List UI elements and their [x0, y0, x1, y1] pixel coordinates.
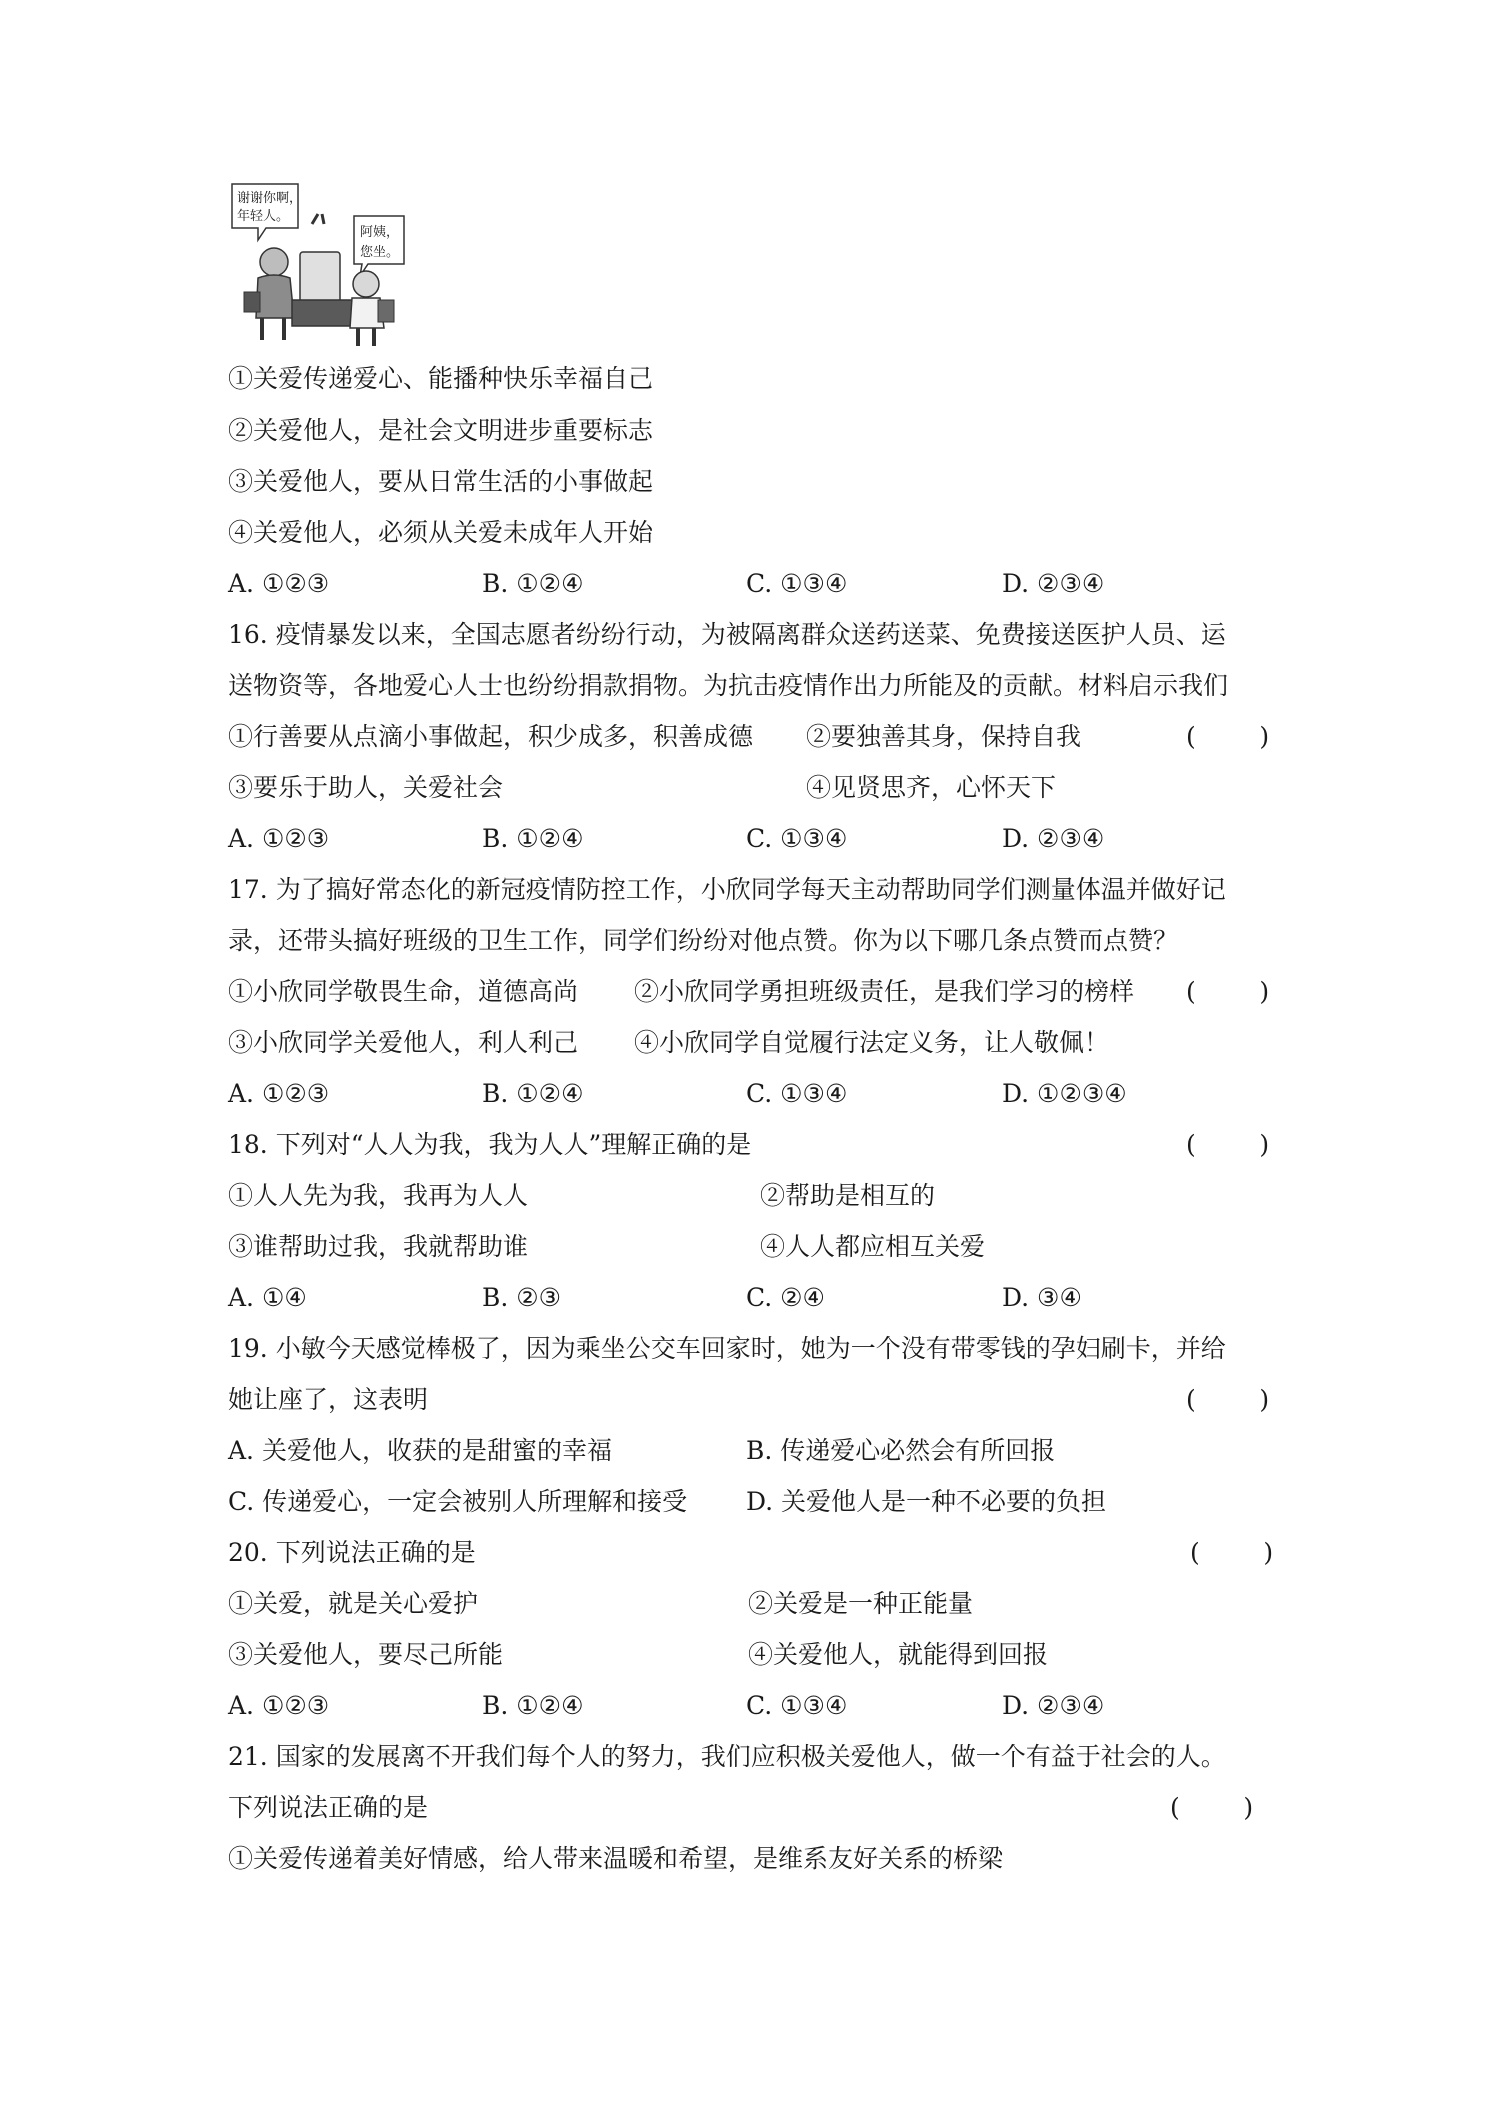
q17-stem-line-2: 录，还带头搞好班级的卫生工作，同学们纷纷对他点赞。你为以下哪几条点赞而点赞？: [228, 926, 1179, 955]
bubble-left-text-2: 年轻人。: [237, 209, 290, 224]
q15-option-b: B. ①②④: [482, 569, 584, 598]
q18-item-1: ①人人先为我，我再为人人: [228, 1181, 529, 1210]
q19-stem-line-2: 她让座了，这表明: [228, 1385, 429, 1414]
q18-option-c: C. ②④: [746, 1283, 825, 1312]
q16-item-3: ③要乐于助人，关爱社会: [228, 773, 504, 802]
q16-option-d: D. ②③④: [1002, 824, 1105, 853]
q19-stem-line-1: 19. 小敏今天感觉棒极了，因为乘坐公交车回家时，她为一个没有带零钱的孕妇刷卡，并给: [228, 1334, 1226, 1363]
q21-stem-line-2: 下列说法正确的是: [228, 1793, 429, 1822]
old-lady-figure: [260, 248, 288, 276]
q19-option-a: A. 关爱他人，收获的是甜蜜的幸福: [228, 1436, 612, 1465]
q20-option-b: B. ①②④: [482, 1691, 584, 1720]
q16-item-1: ①行善要从点滴小事做起，积少成多，积善成德: [228, 722, 754, 751]
q17-answer-paren: ( ): [1186, 977, 1270, 1006]
q20-item-4: ④关爱他人，就能得到回报: [748, 1640, 1049, 1669]
q17-stem-line-1: 17. 为了搞好常态化的新冠疫情防控工作，小欣同学每天主动帮助同学们测量体温并做好记: [228, 875, 1226, 904]
q19-answer-paren: ( ): [1186, 1385, 1270, 1414]
q18-option-a: A. ①④: [228, 1283, 307, 1312]
q16-option-c: C. ①③④: [746, 824, 848, 853]
q15-item-3: ③关爱他人，要从日常生活的小事做起: [228, 467, 654, 496]
q16-item-2: ②要独善其身，保持自我: [806, 722, 1082, 751]
q17-option-a: A. ①②③: [228, 1079, 330, 1108]
q15-option-a: A. ①②③: [228, 569, 330, 598]
q20-stem: 20. 下列说法正确的是: [228, 1538, 476, 1567]
q17-item-1: ①小欣同学敬畏生命，道德高尚: [228, 977, 579, 1006]
q19-option-d: D. 关爱他人是一种不必要的负担: [746, 1487, 1107, 1516]
bubble-right-text-1: 阿姨，: [360, 225, 400, 240]
q20-item-2: ②关爱是一种正能量: [748, 1589, 974, 1618]
q15-option-d: D. ②③④: [1002, 569, 1105, 598]
q16-option-b: B. ①②④: [482, 824, 584, 853]
q15-item-1: ①关爱传递爱心、能播种快乐幸福自己: [228, 364, 654, 393]
q17-item-2: ②小欣同学勇担班级责任，是我们学习的榜样: [634, 977, 1135, 1006]
q21-stem-line-1: 21. 国家的发展离不开我们每个人的努力，我们应积极关爱他人，做一个有益于社会的人。: [228, 1742, 1226, 1771]
q21-item-1: ①关爱传递着美好情感，给人带来温暖和希望，是维系友好关系的桥梁: [228, 1844, 1004, 1873]
q17-option-d: D. ①②③④: [1002, 1079, 1127, 1108]
q18-answer-paren: ( ): [1186, 1130, 1270, 1159]
q20-option-c: C. ①③④: [746, 1691, 848, 1720]
q17-option-b: B. ①②④: [482, 1079, 584, 1108]
q18-option-d: D. ③④: [1002, 1283, 1082, 1312]
q16-stem-line-1: 16. 疫情暴发以来，全国志愿者纷纷行动，为被隔离群众送药送菜、免费接送医护人员、运: [228, 620, 1226, 649]
q20-answer-paren: ( ): [1190, 1538, 1274, 1567]
q21-answer-paren: ( ): [1170, 1793, 1254, 1822]
q16-option-a: A. ①②③: [228, 824, 330, 853]
q17-item-3: ③小欣同学关爱他人，利人利己: [228, 1028, 579, 1057]
q20-option-a: A. ①②③: [228, 1691, 330, 1720]
illustration-seat-offering: [228, 180, 413, 348]
q17-option-c: C. ①③④: [746, 1079, 848, 1108]
q20-option-d: D. ②③④: [1002, 1691, 1105, 1720]
bubble-left-text-1: 谢谢你啊，: [237, 191, 303, 206]
q18-stem: 18. 下列对“人人为我，我为人人”理解正确的是: [228, 1130, 752, 1159]
q19-option-b: B. 传递爱心必然会有所回报: [746, 1436, 1056, 1465]
q15-item-4: ④关爱他人，必须从关爱未成年人开始: [228, 518, 654, 547]
bubble-right-text-2: 您坐。: [360, 245, 400, 260]
q19-option-c: C. 传递爱心，一定会被别人所理解和接受: [228, 1487, 688, 1516]
q16-stem-line-2: 送物资等，各地爱心人士也纷纷捐款捐物。为抗击疫情作出力所能及的贡献。材料启示我们: [228, 671, 1229, 700]
q15-option-c: C. ①③④: [746, 569, 848, 598]
q18-option-b: B. ②③: [482, 1283, 562, 1312]
q17-item-4: ④小欣同学自觉履行法定义务，让人敬佩！: [634, 1028, 1110, 1057]
q18-item-3: ③谁帮助过我，我就帮助谁: [228, 1232, 529, 1261]
q16-item-4: ④见贤思齐，心怀天下: [806, 773, 1057, 802]
q18-item-2: ②帮助是相互的: [760, 1181, 936, 1210]
q15-item-2: ②关爱他人，是社会文明进步重要标志: [228, 416, 654, 445]
q16-answer-paren: ( ): [1186, 722, 1270, 751]
young-person-figure: [353, 271, 379, 297]
q18-item-4: ④人人都应相互关爱: [760, 1232, 986, 1261]
q20-item-1: ①关爱，就是关心爱护: [228, 1589, 479, 1618]
q20-item-3: ③关爱他人，要尽己所能: [228, 1640, 504, 1669]
